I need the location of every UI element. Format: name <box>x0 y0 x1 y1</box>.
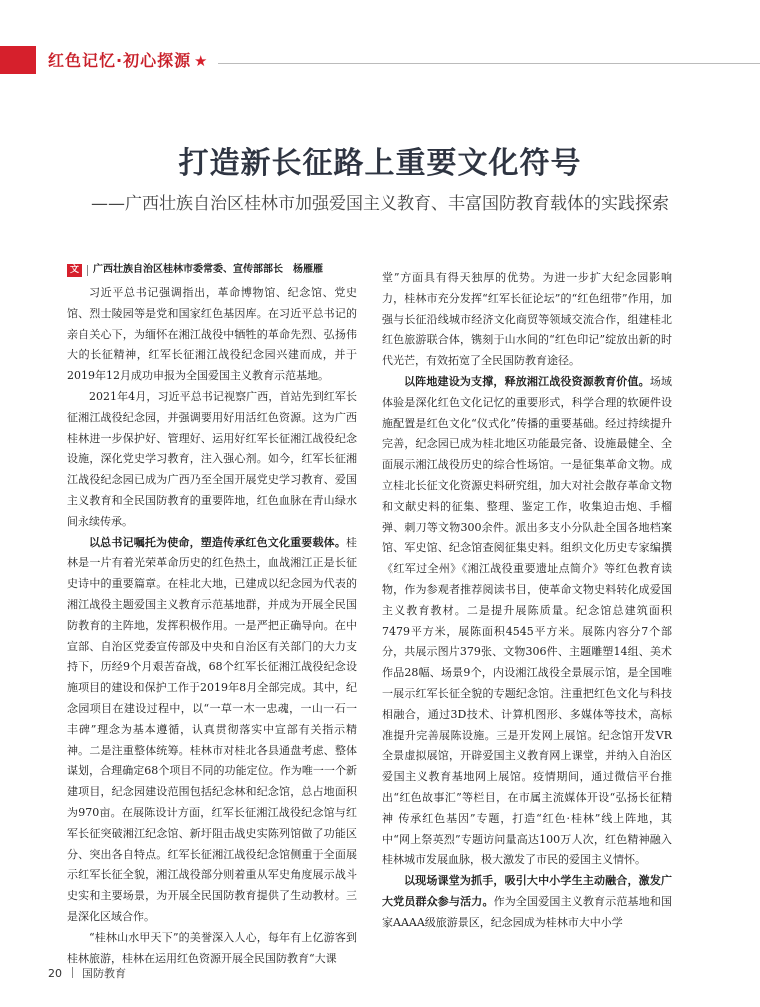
page-footer <box>48 965 126 983</box>
paragraph: 习近平总书记强调指出，革命博物馆、纪念馆、党史馆、烈士陵园等是党和国家红色基因库。在习近平总书记的亲自关心下，为缅怀在湘江战役中牺牲的革命先烈、弘扬伟大的长征精神，红军长征湘江战役纪念园兴建而成，并于2019年12月成功申报为全国爱国主义教育示范基地。 <box>67 286 357 383</box>
byline-author: 广西壮族自治区桂林市委常委、宣传部部长 杨雁雁 <box>93 264 323 276</box>
byline-badge: 文 <box>67 264 82 277</box>
paragraph-body: 场域体验是深化红色文化记忆的重要形式，科学合理的软硬件设施配置是红色文化“仪式化”传播的重要基础。经过持续提升完善，纪念园已成为桂北地区功能最完备、设施最健全、全面展示湘江战役历史的综合性场馆。一是征集革命文物。成立桂北长征文化资源史料研究组，加大对社会散存革命文物和文献史料的征集、整理、鉴定工作，收集迫击炮、手榴弹、刺刀等文物300余件。派出多支小分队赴全国各地档案馆、军史馆、纪念馆查阅征集史料。组织文化历史专家编撰《红军过全州》《湘江战役重要遗址点简介》等红色教育读物，作为参观者推荐阅读书目，使革命文物史料转化成爱国主义教育教材。二是提升展陈质量。纪念馆总建筑面积7479平方米，展陈面积4545平方米。展陈内容分7个部分，共展示图片379张、文物306件、主题雕塑14组、美术作品28幅、场景9个，内设湘江战役全景展示馆，是全国唯一展示红军长征全貌的专题纪念馆。注重把红色文化与科技相融合，通过3D技术、计算机图形、多媒体等技术，高标准提升完善展陈设施。三是开发网上展馆。纪念馆开发VR全景虚拟展馆，开辟爱国主义教育网上课堂，并纳入自治区爱国主义教育基地网上展馆。疫情期间，通过微信平台推出“红色故事汇”等栏目，在市属主流媒体开设“弘扬长征精神 传承红色基因”专题，打造“红色·桂林”线上阵地，其中“网上祭英烈”专题访问量高达100万人次，红色精神融入桂林城市发展血脉，极大激发了市民的爱国主义情怀。 <box>382 374 673 867</box>
section-title: 红色记忆·初心探源 <box>48 51 192 70</box>
left-column <box>67 262 357 969</box>
paragraph: 堂”方面具有得天独厚的优势。为进一步扩大纪念园影响力，桂林市充分发挥“红军长征论坛”的“红色纽带”作用，加强与长征沿线城市经济文化商贸等领域交流合作，组建桂北红色旅游联合体，镌刻于山水间的“红色印记”绽放出新的时代光芒，有效拓宽了全民国防教育途径。 <box>382 271 672 368</box>
byline <box>67 262 357 279</box>
article-subtitle: ——广西壮族自治区桂林市加强爱国主义教育、丰富国防教育载体的实践探索 <box>91 194 669 214</box>
right-column <box>382 268 672 934</box>
section-accent-bar <box>0 46 36 74</box>
paragraph-heading: 以阵地建设为支撑，释放湘江战役资源教育价值。 <box>404 374 650 388</box>
paragraph-heading: 以总书记嘱托为使命，塑造传承红色文化重要载体。 <box>89 535 346 549</box>
article-title: 打造新长征路上重要文化符号 <box>178 146 582 181</box>
star-icon: ★ <box>194 52 208 70</box>
paragraph-heading: 以现场课堂为抓手，吸引大中小学生主动融合，激发广大党员群众参与活力。 <box>382 874 672 908</box>
paragraph: “桂林山水甲天下”的美誉深入人心，每年有上亿游客到桂林旅游，桂林在运用红色资源开展全民国防教育“大课 <box>67 930 357 965</box>
paragraph: 2021年4月，习近平总书记视察广西，首站先到红军长征湘江战役纪念园，并强调要用好用活红色资源。这为广西桂林进一步保护好、管理好、运用好红军长征湘江战役纪念设施，深化党史学习教育，注入强心剂。如今，红军长征湘江战役纪念园已成为广西乃至全国开展党史学习教育、爱国主义教育和全民国防教育的重要阵地，红色血脉在青山绿水间永续传承。 <box>67 389 357 528</box>
paragraph-body: 作为全国爱国主义教育示范基地和国家AAAA级旅游景区，纪念园成为桂林市大中小学 <box>382 894 673 929</box>
paragraph <box>67 533 357 928</box>
footer-divider <box>72 967 73 978</box>
paragraph <box>382 871 672 933</box>
header-divider <box>218 63 760 64</box>
byline-divider <box>87 265 88 276</box>
paragraph <box>382 372 672 871</box>
publication-name: 国防教育 <box>82 967 126 980</box>
paragraph-body: 桂林是一片有着光荣革命历史的红色热土，血战湘江正是长征史诗中的重要篇章。在桂北大地，已建成以纪念园为代表的湘江战役主题爱国主义教育示范基地群，并成为开展全民国防教育的主阵地，发挥积极作用。一是严把正确导向。在中宣部、自治区党委宣传部及中央和自治区有关部门的大力支持下，历经9个月艰苦奋战，68个红军长征湘江战役纪念设施项目的建设和保护工作于2019年8月全部完成。其中，纪念园项目在建设过程中，以“一草一木一忠魂，一山一石一丰碑”理念为基本遵循，认真贯彻落实中宣部有关指示精神。二是注重整体统筹。桂林市对桂北各县通盘考虑、整体谋划，合理确定68个项目不同的功能定位。作为唯一一个新建项目，纪念园建设范围包括纪念林和纪念馆，总占地面积为970亩。在展陈设计方面，红军长征湘江战役纪念馆与红军长征突破湘江纪念馆、新圩阻击战史实陈列馆做了功能区分、突出各自特点。红军长征湘江战役纪念馆侧重于全面展示红军长征全貌，湘江战役部分则着重从军史角度展示战斗史实和主要场景，为开展全民国防教育提供了生动教材。三是深化区域合作。 <box>67 535 357 923</box>
page-number: 20 <box>48 967 62 980</box>
